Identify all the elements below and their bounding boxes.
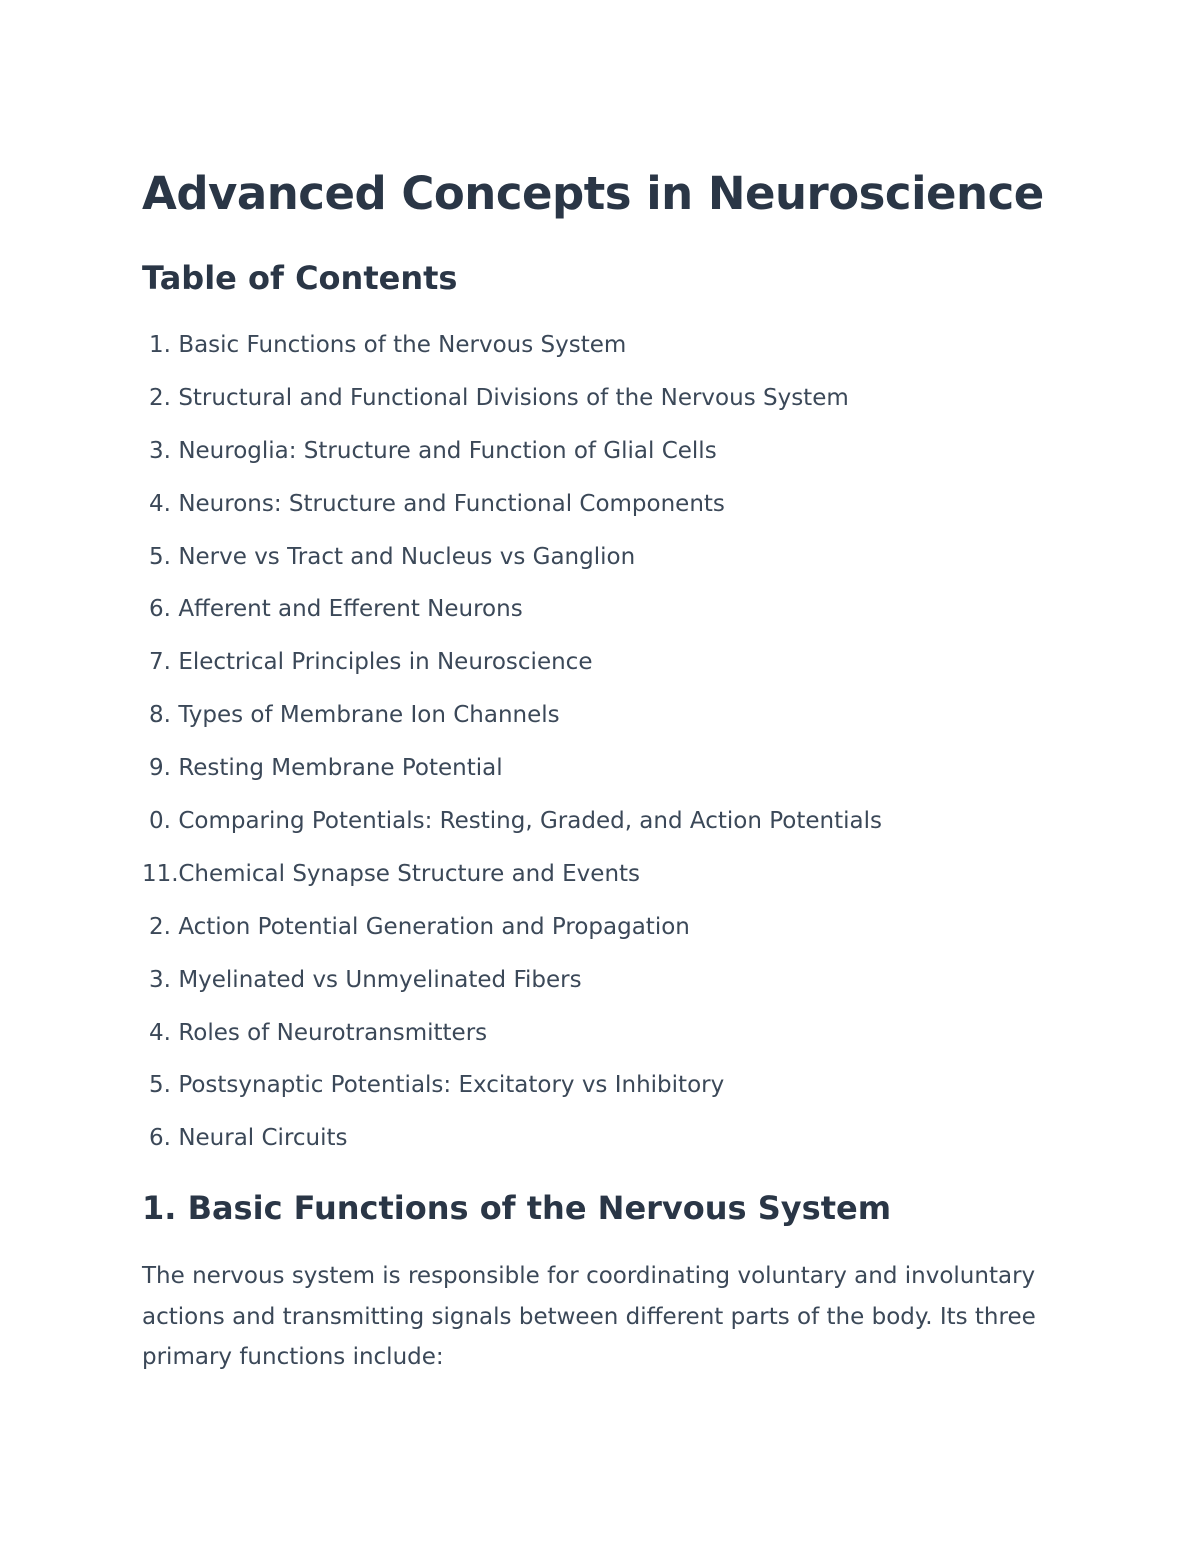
toc-item-label: Chemical Synapse Structure and Events — [178, 860, 641, 887]
toc-item-label: Myelinated vs Unmyelinated Fibers — [178, 966, 582, 993]
toc-item[interactable] — [142, 804, 882, 857]
toc-item-label: Afferent and Efferent Neurons — [178, 596, 523, 623]
toc-item[interactable] — [142, 434, 882, 487]
toc-item-label: Neurons: Structure and Functional Components — [178, 490, 725, 517]
toc-item-number: 7. — [149, 649, 171, 676]
toc-item-number: 8. — [149, 702, 171, 729]
toc-item-number: 3. — [149, 437, 171, 464]
toc-item[interactable] — [142, 328, 882, 381]
toc-item[interactable] — [142, 857, 882, 910]
toc-item[interactable] — [142, 487, 882, 540]
toc-item[interactable] — [142, 1068, 882, 1121]
toc-item[interactable] — [142, 910, 882, 963]
section-heading: 1. Basic Functions of the Nervous System — [142, 1189, 892, 1227]
toc-item-number: 4. — [149, 1019, 171, 1046]
toc-item-label: Neuroglia: Structure and Function of Glial Cells — [178, 437, 717, 464]
toc-item[interactable] — [142, 963, 882, 1016]
toc-item[interactable] — [142, 381, 882, 434]
toc-item[interactable] — [142, 540, 882, 593]
toc-item-label: Roles of Neurotransmitters — [178, 1019, 488, 1046]
table-of-contents — [142, 328, 882, 1174]
toc-item[interactable] — [142, 751, 882, 804]
toc-item-label: Nerve vs Tract and Nucleus vs Ganglion — [178, 543, 636, 570]
toc-item[interactable] — [142, 1121, 882, 1174]
toc-item-number: 3. — [149, 966, 171, 993]
section-paragraph: The nervous system is responsible for coordinating voluntary and involuntary actions and transmitting signals between different parts of the body. Its three primary functions include: — [142, 1263, 1036, 1370]
toc-item[interactable] — [142, 1016, 882, 1069]
toc-item-label: Electrical Principles in Neuroscience — [178, 649, 593, 676]
toc-heading: Table of Contents — [142, 259, 458, 297]
toc-item-number: 6. — [149, 1125, 171, 1152]
toc-item[interactable] — [142, 645, 882, 698]
toc-item-number: 4. — [149, 490, 171, 517]
toc-item-label: Comparing Potentials: Resting, Graded, and Action Potentials — [178, 808, 882, 835]
toc-item-label: Action Potential Generation and Propagation — [178, 913, 690, 940]
toc-item-number: 5. — [149, 543, 171, 570]
toc-item-number: 0. — [149, 808, 171, 835]
toc-item-number: 9. — [149, 755, 171, 782]
toc-item-label: Structural and Functional Divisions of the Nervous System — [178, 384, 849, 411]
toc-item-number: 11. — [142, 860, 179, 887]
toc-item-label: Neural Circuits — [178, 1125, 348, 1152]
toc-item-number: 6. — [149, 596, 171, 623]
toc-item-label: Resting Membrane Potential — [178, 755, 503, 782]
toc-item-number: 5. — [149, 1072, 171, 1099]
document-title: Advanced Concepts in Neuroscience — [142, 167, 1044, 220]
toc-item-number: 1. — [149, 332, 171, 358]
toc-item-label: Types of Membrane Ion Channels — [178, 702, 560, 729]
toc-item[interactable] — [142, 592, 882, 645]
toc-item-number: 2. — [149, 384, 171, 411]
toc-item[interactable] — [142, 698, 882, 751]
toc-item-label: Postsynaptic Potentials: Excitatory vs Inhibitory — [178, 1072, 725, 1099]
toc-item-number: 2. — [149, 913, 171, 940]
toc-item-label: Basic Functions of the Nervous System — [178, 332, 627, 358]
